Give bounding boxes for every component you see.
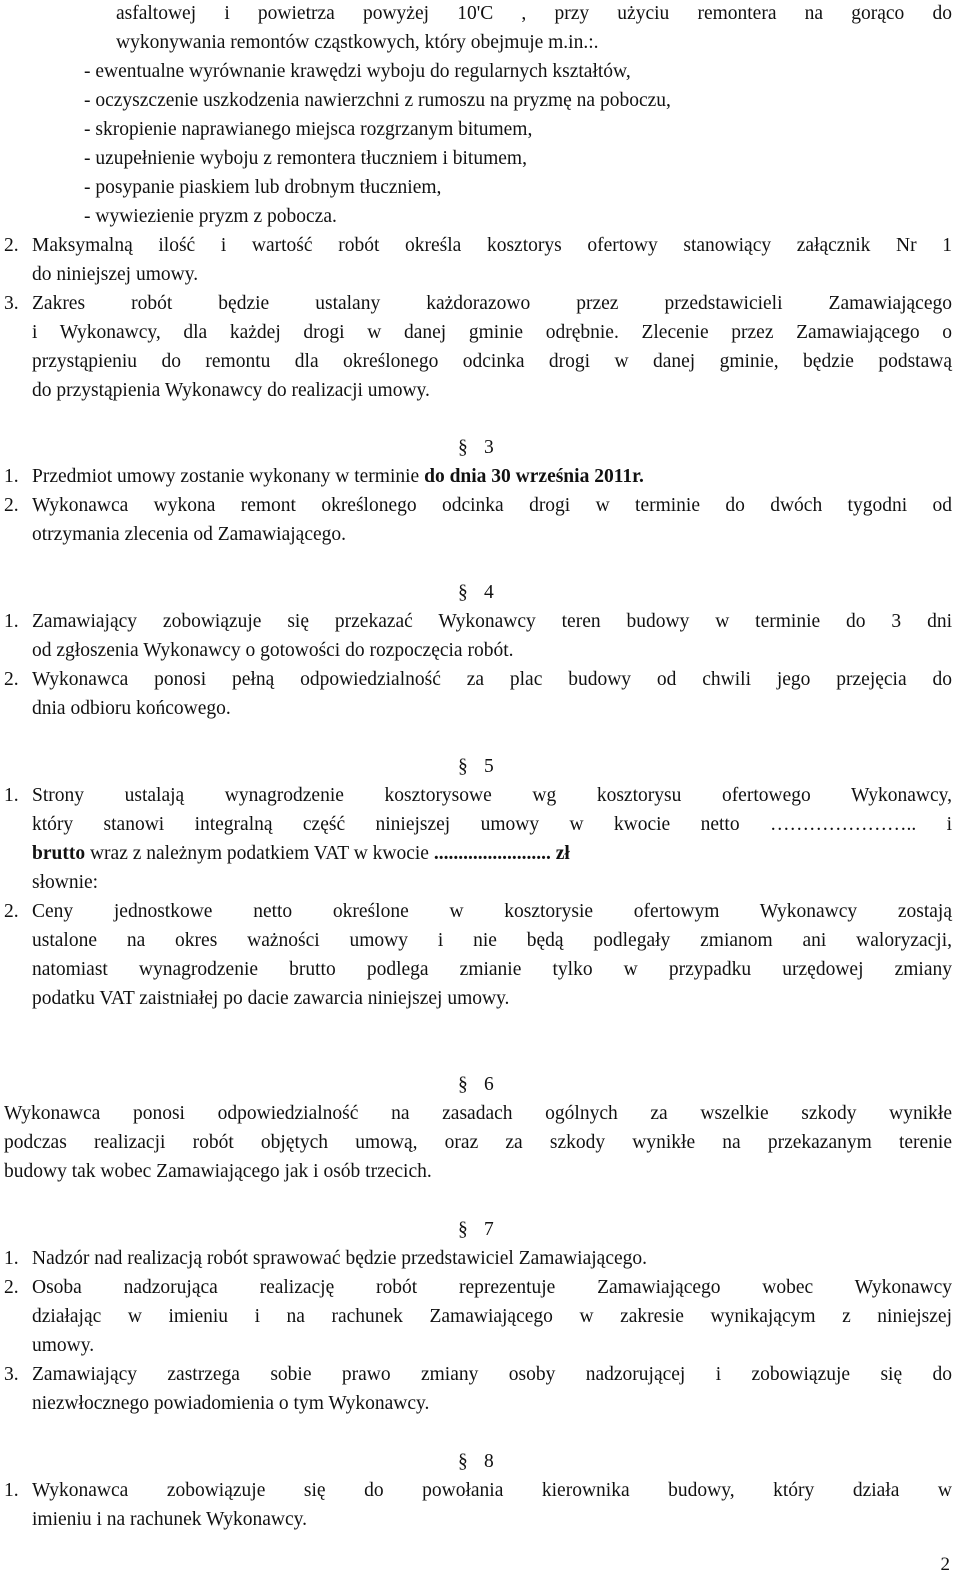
section-number: 5	[484, 756, 494, 777]
paragraph-line: działając w imieniu i na rachunek Zamawiającego w zakresie wynikającym z niniejszej	[32, 1306, 952, 1327]
dash-item: - skropienie naprawianego miejsca rozgrzanym bitumem,	[84, 119, 533, 140]
section-number: 6	[484, 1074, 494, 1095]
paragraph-line	[32, 465, 644, 489]
amount-blank: ........................ zł	[433, 843, 570, 864]
item-number: 1.	[4, 1248, 19, 1269]
intro-line-1: asfaltowej i powietrza powyżej 10'C , przy użyciu remontera na gorąco do	[116, 3, 952, 24]
paragraph-line: podatku VAT zaistniałej po dacie zawarcia niniejszej umowy.	[32, 988, 510, 1009]
paragraph-text: Przedmiot umowy zostanie wykonany w terminie	[32, 466, 425, 487]
item-number: 1.	[4, 466, 19, 487]
dash-item: - uzupełnienie wyboju z remontera tłuczniem i bitumem,	[84, 148, 527, 169]
section-heading	[458, 581, 494, 605]
paragraph-line: Zakres robót będzie ustalany każdorazowo przez przedstawicieli Zamawiającego	[32, 293, 952, 314]
item-number: 3.	[4, 293, 19, 314]
paragraph-line: Wykonawca zobowiązuje się do powołania kierownika budowy, który działa w	[32, 1480, 952, 1501]
paragraph-line: do niniejszej umowy.	[32, 264, 199, 285]
paragraph-line: Osoba nadzorująca realizację robót reprezentuje Zamawiającego wobec Wykonawcy	[32, 1277, 952, 1298]
paragraph-line: słownie:	[32, 872, 99, 893]
paragraph-line: imieniu i na rachunek Wykonawcy.	[32, 1509, 307, 1530]
section-sign: §	[458, 1219, 468, 1240]
section-sign: §	[458, 756, 468, 777]
paragraph-line: dnia odbioru końcowego.	[32, 698, 231, 719]
paragraph-line: niezwłocznego powiadomienia o tym Wykonawcy.	[32, 1393, 430, 1414]
dash-item: - wywiezienie pryzm z pobocza.	[84, 206, 337, 227]
section-heading	[458, 1450, 494, 1474]
item-number: 1.	[4, 611, 19, 632]
paragraph-line: przystąpieniu do remontu dla określonego odcinka drogi w danej gminie, będzie podstawą	[32, 351, 952, 372]
section-number: 7	[484, 1219, 494, 1240]
item-number: 3.	[4, 1364, 19, 1385]
section-sign: §	[458, 582, 468, 603]
section-heading	[458, 1073, 494, 1097]
paragraph-line: otrzymania zlecenia od Zamawiającego.	[32, 524, 346, 545]
paragraph-line: podczas realizacji robót objętych umową, oraz za szkody wynikłe na przekazanym terenie	[4, 1132, 952, 1153]
paragraph-line: umowy.	[32, 1335, 95, 1356]
paragraph-text: wraz z należnym podatkiem VAT w kwocie	[85, 843, 434, 864]
section-sign: §	[458, 1451, 468, 1472]
section-number: 3	[484, 437, 494, 458]
paragraph-line: ustalone na okres ważności umowy i nie będą podlegały zmianom ani waloryzacji,	[32, 930, 952, 951]
item-number: 1.	[4, 1480, 19, 1501]
paragraph-line: natomiast wynagrodzenie brutto podlega zmianie tylko w przypadku urzędowej zmiany	[32, 959, 952, 980]
paragraph-line: Wykonawca ponosi odpowiedzialność na zasadach ogólnych za wszelkie szkody wynikłe	[4, 1103, 952, 1124]
paragraph-line: który stanowi integralną część niniejszej umowy w kwocie netto ………………….. i	[32, 814, 952, 835]
brutto-label: brutto	[32, 843, 86, 864]
paragraph-line: Strony ustalają wynagrodzenie kosztorysowe wg kosztorysu ofertowego Wykonawcy,	[32, 785, 952, 806]
paragraph-line: budowy tak wobec Zamawiającego jak i osób trzecich.	[4, 1161, 432, 1182]
paragraph-line: Zamawiający zobowiązuje się przekazać Wykonawcy teren budowy w terminie do 3 dni	[32, 611, 952, 632]
paragraph-line: od zgłoszenia Wykonawcy o gotowości do rozpoczęcia robót.	[32, 640, 514, 661]
section-number: 4	[484, 582, 494, 603]
page-number: 2	[940, 1554, 950, 1575]
paragraph-line: Wykonawca wykona remont określonego odcinka drogi w terminie do dwóch tygodni od	[32, 495, 952, 516]
item-number: 2.	[4, 235, 19, 256]
paragraph-line: Ceny jednostkowe netto określone w kosztorysie ofertowym Wykonawcy zostają	[32, 901, 952, 922]
item-number: 2.	[4, 495, 19, 516]
paragraph-line: Zamawiający zastrzega sobie prawo zmiany osoby nadzorującej i zobowiązuje się do	[32, 1364, 952, 1385]
item-number: 2.	[4, 1277, 19, 1298]
section-heading	[458, 1218, 494, 1242]
paragraph-line: Wykonawca ponosi pełną odpowiedzialność za plac budowy od chwili jego przejęcia do	[32, 669, 952, 690]
section-number: 8	[484, 1451, 494, 1472]
dash-item: - ewentualne wyrównanie krawędzi wyboju do regularnych kształtów,	[84, 61, 631, 82]
item-number: 2.	[4, 901, 19, 922]
paragraph-line: Nadzór nad realizacją robót sprawować będzie przedstawiciel Zamawiającego.	[32, 1248, 648, 1269]
section-sign: §	[458, 1074, 468, 1095]
section-heading	[458, 755, 494, 779]
paragraph-line: do przystąpienia Wykonawcy do realizacji umowy.	[32, 380, 430, 401]
section-sign: §	[458, 437, 468, 458]
paragraph-line: Maksymalną ilość i wartość robót określa kosztorys ofertowy stanowiący załącznik Nr 1	[32, 235, 952, 256]
dash-item: - posypanie piaskiem lub drobnym tłuczniem,	[84, 177, 442, 198]
intro-line-2: wykonywania remontów cząstkowych, który obejmuje m.in.:.	[116, 32, 599, 53]
section-heading	[458, 436, 494, 460]
paragraph-line: i Wykonawcy, dla każdej drogi w danej gminie odrębnie. Zlecenie przez Zamawiającego o	[32, 322, 952, 343]
paragraph-line	[32, 842, 570, 866]
item-number: 2.	[4, 669, 19, 690]
deadline-text: do dnia 30 września 2011r.	[424, 466, 644, 487]
item-number: 1.	[4, 785, 19, 806]
dash-item: - oczyszczenie uszkodzenia nawierzchni z rumoszu na pryzmę na poboczu,	[84, 90, 671, 111]
